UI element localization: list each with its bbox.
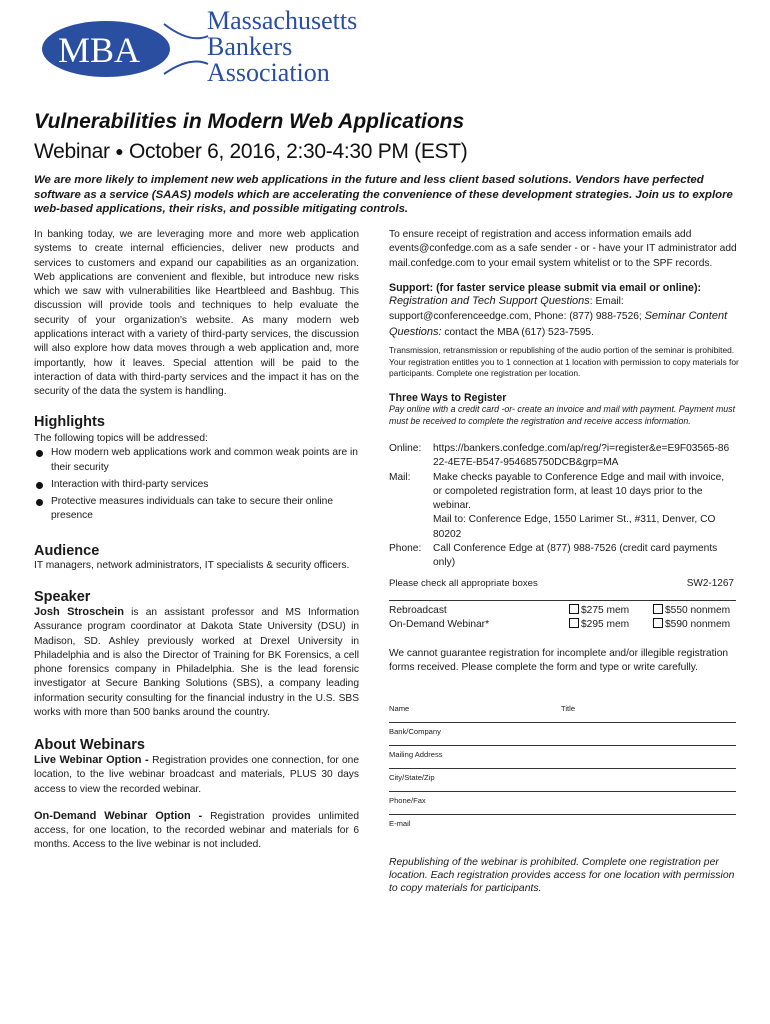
mba-logo-graphic (40, 14, 210, 82)
transmission-note: Transmission, retransmission or republishing of the audio portion of the seminar is prohibited. Your registration entitles you to 1 connection at 1 location with permission to copy materials for participants. Complete one registration per location. (389, 345, 739, 378)
option-member-price: $275 mem (581, 605, 630, 616)
logo-abbr: MBA (58, 30, 141, 70)
republish-note: Republishing of the webinar is prohibited. Complete one registration per location. Each registration provides access for one location with permission to copy materials for participants. (389, 857, 735, 894)
online-link[interactable]: https://bankers.confedge.com/ap/reg/?i=register&e=E9F03565-8622-4E7E-B547-954685750DCB&grp=MA (433, 443, 730, 469)
option-nonmember-price: $590 nonmem (665, 619, 731, 631)
live-option (34, 753, 359, 797)
audience-section (34, 543, 364, 573)
method-text: Make checks payable to Conference Edge and mail with invoice, or compoleted registration form, at least 10 days prior to the webinar. (433, 471, 725, 512)
org-name-line2: Bankers (207, 32, 293, 61)
option-name: On-Demand Webinar* (389, 619, 490, 631)
reg-support-text: : Email: support@conferenceedge.com, Phone: (877) 988-7526; (389, 296, 645, 323)
form-row-phone (389, 792, 736, 815)
event-date: October 6, 2016, 2:30-4:30 PM (EST) (128, 140, 468, 163)
event-subtitle (34, 140, 467, 164)
about-webinars-section (34, 737, 359, 853)
ondemand-option-text: Registration provides unlimited access, for one location, to the recorded webinar and materials for 6 months. Access to the live webinar is not included. (34, 810, 359, 851)
org-name (207, 8, 357, 86)
method-row (389, 442, 734, 471)
method-row (389, 513, 734, 542)
form-row-bank (389, 723, 736, 746)
support-section (389, 282, 739, 340)
org-name-line3: Association (207, 58, 330, 87)
checkbox-icon[interactable] (569, 618, 579, 628)
form-row-mailing (389, 746, 736, 769)
content-support-text: contact the MBA (617) 523-7595. (441, 326, 594, 338)
method-row (389, 542, 734, 571)
checkbox-icon[interactable] (569, 604, 579, 614)
pricing-options (389, 604, 734, 633)
check-instructions: Please check all appropriate boxes (389, 578, 538, 589)
list-item: How modern web applications work and common weak points are in their security (34, 446, 359, 475)
option-row (389, 604, 734, 618)
option-member[interactable] (569, 618, 653, 632)
title-label: Title (561, 704, 576, 713)
option-member-price: $295 mem (581, 619, 630, 631)
register-methods (389, 442, 734, 571)
city-label: City/State/Zip (389, 773, 435, 782)
phone-label: Phone/Fax (389, 796, 426, 805)
checkbox-icon[interactable] (653, 604, 663, 614)
bank-label: Bank/Company (389, 727, 441, 736)
mailing-label: Mailing Address (389, 750, 443, 759)
guarantee-note: We cannot guarantee registration for incomplete and/or illegible registration forms received. Please complete the form and type or write carefully. (389, 648, 729, 674)
about-heading: About Webinars (34, 737, 145, 753)
name-label: Name (389, 704, 410, 713)
form-row-name (389, 700, 736, 723)
method-label (389, 513, 433, 542)
option-row (389, 618, 734, 632)
register-section (389, 392, 739, 427)
highlights-list (34, 446, 359, 523)
check-line (389, 578, 734, 589)
ways-note: Pay online with a credit card -or- create an invoice and mail with payment. Payment must must be received to complete the registration and receive access information. (389, 404, 736, 426)
audience-heading: Audience (34, 543, 100, 559)
method-text: Call Conference Edge at (877) 988-7526 (credit card payments only) (433, 543, 718, 569)
ways-heading: Three Ways to Register (389, 392, 507, 404)
method-label: Phone: (389, 543, 422, 555)
method-row (389, 471, 734, 514)
reg-support-label: Registration and Tech Support Questions (389, 295, 590, 307)
intro-text: We are more likely to implement new web applications in the future and less client based solutions. Vendors have perfected software as a service (SAAS) models which are accelerating the convenience of these development strategies. Join us to explore web-based applications, their risks, and possible mitigating controls. (34, 174, 733, 215)
method-text: Mail to: Conference Edge, 1550 Larimer St., #311, Denver, CO 80202 (433, 514, 716, 540)
mba-logo (40, 14, 210, 82)
highlights-heading: Highlights (34, 414, 105, 430)
form-code: SW2-1267 (686, 578, 734, 589)
option-nonmember-price: $550 nonmem (665, 605, 731, 616)
divider (389, 600, 736, 601)
option-nonmember[interactable] (653, 618, 734, 632)
list-item: Interaction with third-party services (34, 478, 359, 492)
live-option-label: Live Webinar Option - (34, 754, 153, 766)
live-option-text: Registration provides one connection, for one location, to the live webinar broadcast and materials, PLUS 30 days access to view the recorded webinar. (34, 755, 359, 795)
event-kind: Webinar (34, 140, 110, 163)
method-label: Online: (389, 443, 422, 454)
form-row-city (389, 769, 736, 792)
support-text (389, 294, 739, 340)
highlights-intro: The following topics will be addressed: (34, 433, 208, 444)
description-paragraph: In banking today, we are leveraging more and more web application systems to create internal efficiencies, deliver new products and services to customers and expand our capabilities as an organization. Web applications are convenient and flexible, but introduce new risks which we saw with vulnerabilities like Heartbleed and Bashbug. This discussion will provide tools and techniques to help evaluate the security of your organization's website. As many modern web applications interact with a variety of third-party services, the discussion will also explore how data moves through a web application and, more importantly, how it leaves. Special attention will be paid to the interaction of data with third-party services and the impact it has on the security of the data the system is handling. (34, 229, 359, 398)
support-heading: Support: (for faster service please submit via email or online): (389, 282, 702, 294)
option-nonmember[interactable] (653, 604, 734, 618)
speaker-bio-block (34, 605, 359, 720)
registration-form (389, 700, 736, 838)
org-name-line1: Massachusetts (207, 6, 358, 35)
highlights-section (34, 414, 359, 527)
speaker-section (34, 589, 359, 720)
method-label: Mail: (389, 471, 411, 483)
option-name: Rebroadcast (389, 605, 447, 616)
ondemand-option (34, 809, 359, 853)
speaker-bio: is an assistant professor and MS Information Assurance program coordinator at Dakota State University (DSU) in Madison, SD. Ashley previously worked at Drexel University in Philadelphia and is also the Director of Training for BK Forensics, a cell phone forensics company in Philadelphia. She is the lead forensic investigator at Secure Banking Solutions (SBS), a company leading information security consulting for the financial industry in the U.S. SBS works with more than 500 banks around the country. (34, 607, 359, 719)
speaker-name: Josh Stroschein (34, 606, 124, 618)
receipt-note: To ensure receipt of registration and access information emails add events@confedge.com as a safe sender - or - have your IT administrator add mail.confedge.com to your email system whitelist or to the SPF records. (389, 229, 737, 269)
speaker-heading: Speaker (34, 589, 91, 605)
bullet-separator: ● (115, 143, 124, 159)
email-label: E-mail (389, 819, 411, 828)
audience-text: IT managers, network administrators, IT specialists & security officers. (34, 560, 350, 571)
ondemand-option-label: On-Demand Webinar Option - (34, 809, 211, 822)
content-support-label: Seminar Content Questions: (389, 310, 728, 338)
list-item: Protective measures individuals can take to secure their online presence (34, 495, 359, 524)
option-member[interactable] (569, 604, 653, 618)
checkbox-icon[interactable] (653, 618, 663, 628)
page-title: Vulnerabilities in Modern Web Applications (34, 110, 465, 133)
form-row-email (389, 815, 736, 838)
